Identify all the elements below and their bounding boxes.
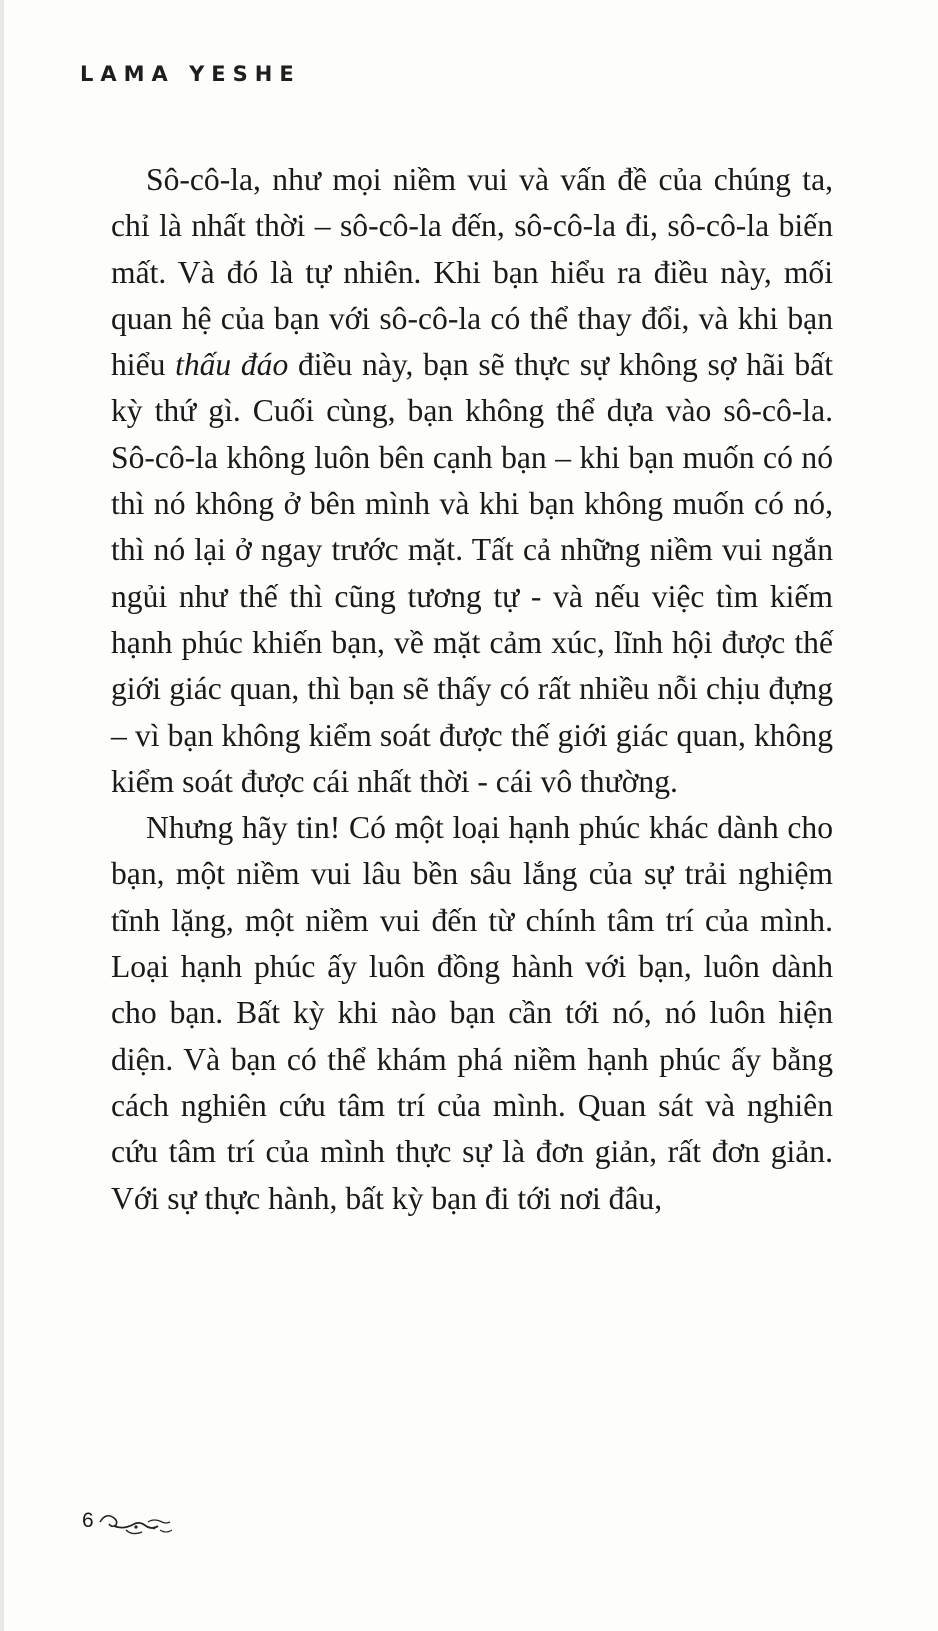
body-text (111, 157, 833, 1222)
running-head: LAMA YESHE (80, 62, 301, 86)
paragraph-1-part-1: Sô-cô-la, như mọi niềm vui và vấn đề của chúng ta, chỉ là nhất thời – sô-cô-la đến, sô-cô-la đi, sô-cô-la biến mất. Và đó là tự nhiên. Khi bạn hiểu ra điều này, mối quan hệ của bạn với sô-cô-la có thể thay đổi, và khi bạn hiểu (111, 162, 833, 383)
paragraph-1-italic: thấu đáo (175, 347, 289, 383)
paragraph-2: Nhưng hãy tin! Có một loại hạnh phúc khác dành cho bạn, một niềm vui lâu bền sâu lắng của sự trải nghiệm tĩnh lặng, một niềm vui đến từ chính tâm trí của mình. Loại hạnh phúc ấy luôn đồng hành với bạn, luôn dành cho bạn. Bất kỳ khi nào bạn cần tới nó, nó luôn hiện diện. Và bạn có thể khám phá niềm hạnh phúc ấy bằng cách nghiên cứu tâm trí của mình. Quan sát và nghiên cứu tâm trí của mình thực sự là đơn giản, rất đơn giản. Với sự thực hành, bất kỳ bạn đi tới nơi đâu, (111, 810, 833, 1216)
page-edge (0, 0, 4, 1631)
decorative-flourish-icon (96, 1508, 176, 1540)
paragraph-1-part-2: điều này, bạn sẽ thực sự không sợ hãi bất kỳ thứ gì. Cuối cùng, bạn không thể dựa vào sô-cô-la. Sô-cô-la không luôn bên cạnh bạn – khi bạn muốn có nó thì nó không ở bên mình và khi bạn không muốn có nó, thì nó lại ở ngay trước mặt. Tất cả những niềm vui ngắn ngủi như thế thì cũng tương tự - và nếu việc tìm kiếm hạnh phúc khiến bạn, về mặt cảm xúc, lĩnh hội được thế giới giác quan, thì bạn sẽ thấy có rất nhiều nỗi chịu đựng – vì bạn không kiểm soát được thế giới giác quan, không kiểm soát được cái nhất thời - cái vô thường. (111, 347, 833, 799)
paragraph-1 (111, 157, 833, 805)
page-number: 6 (82, 1509, 94, 1532)
